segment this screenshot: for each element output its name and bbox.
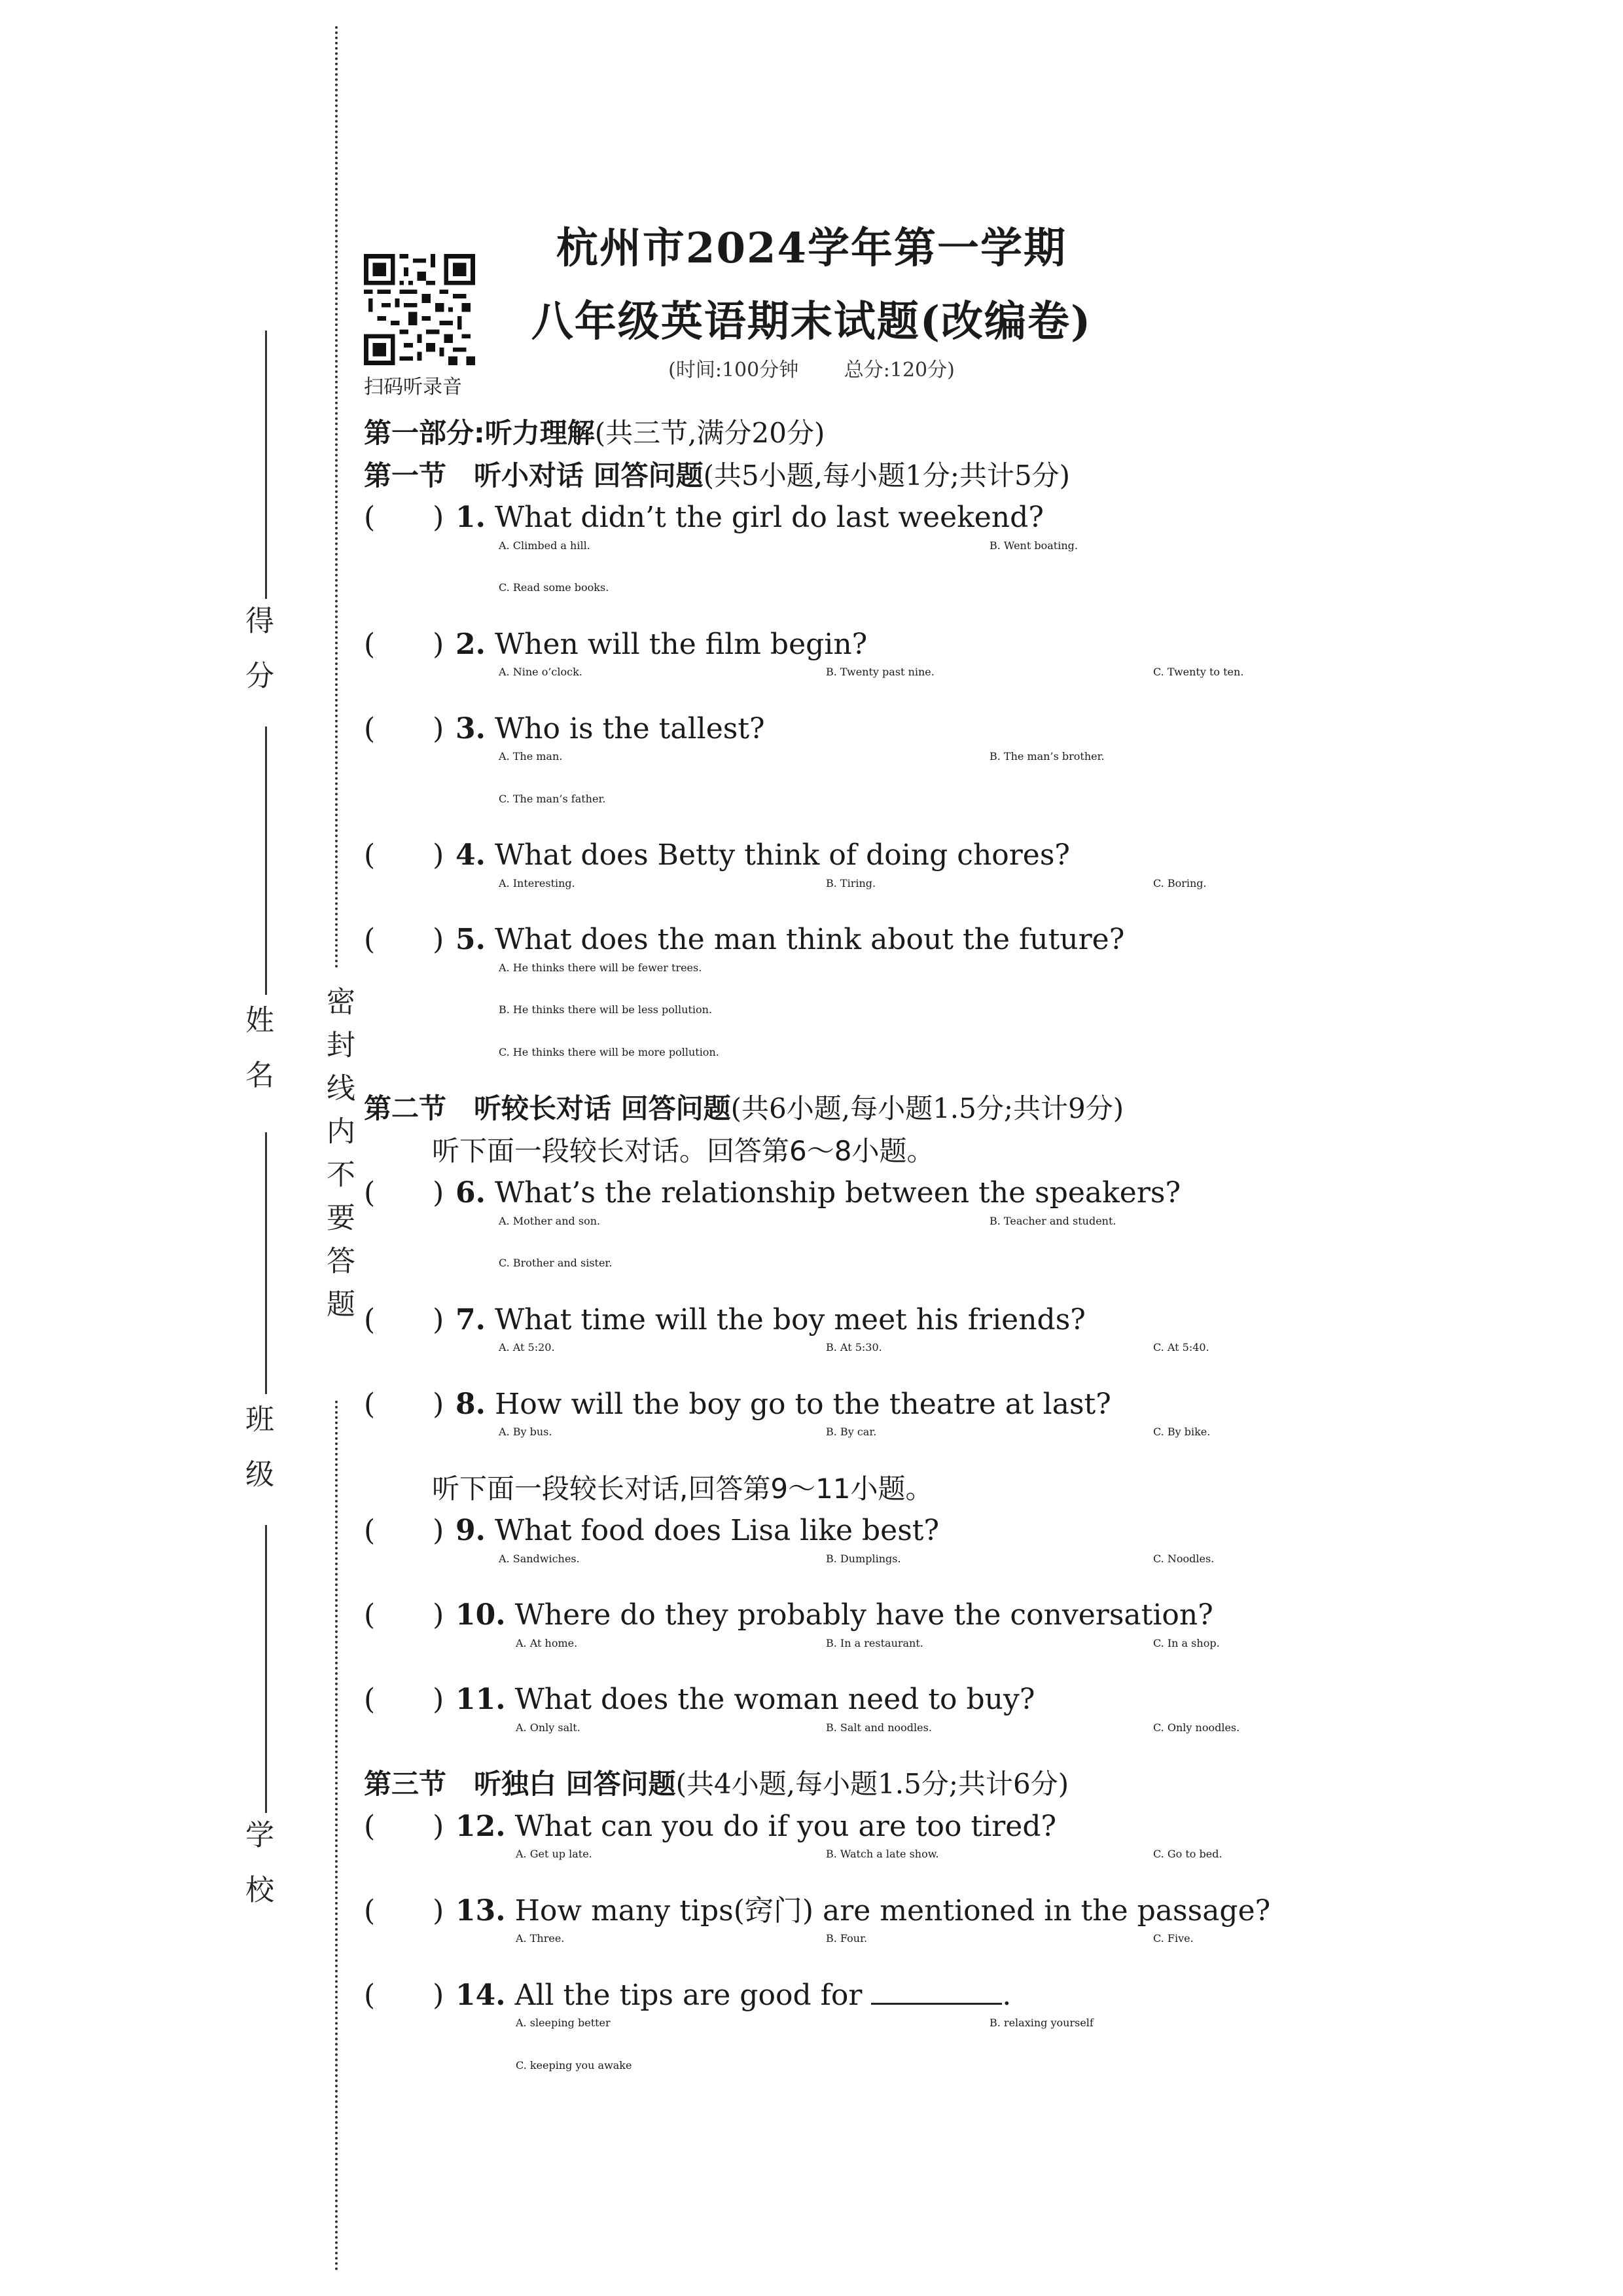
option-c[interactable]: C. Only noodles.: [1153, 1721, 1240, 1734]
option-a[interactable]: A. He thinks there will be fewer trees.: [499, 961, 702, 974]
option-b[interactable]: B. The man’s brother.: [990, 750, 1105, 762]
option-b[interactable]: B. At 5:30.: [826, 1341, 882, 1354]
option-a[interactable]: A. Nine o’clock.: [499, 666, 582, 678]
answer-blank[interactable]: ( ): [364, 1893, 444, 1928]
question-number: 5.: [455, 923, 486, 956]
question-end-punct: .: [1002, 1978, 1012, 2012]
question-7: [364, 1299, 1411, 1342]
question-number: 13.: [455, 1893, 506, 1928]
option-c[interactable]: C. Boring.: [1153, 876, 1207, 889]
question-text: What food does Lisa like best?: [494, 1514, 940, 1547]
options-row: [364, 1637, 1411, 1679]
question-number: 11.: [455, 1683, 506, 1716]
exam-total-score: 总分:120分): [844, 359, 955, 382]
option-a[interactable]: A. Sandwiches.: [499, 1552, 580, 1565]
question-text: When will the film begin?: [494, 627, 868, 661]
section3-note: (共4小题,每小题1.5分;共计6分): [675, 1768, 1069, 1800]
option-b[interactable]: B. Salt and noodles.: [826, 1721, 932, 1734]
section2-note: (共6小题,每小题1.5分;共计9分): [730, 1092, 1124, 1124]
option-b[interactable]: B. Teacher and student.: [990, 1214, 1116, 1227]
qr-caption: 扫码听录音: [364, 376, 462, 399]
name-label: 姓名: [240, 1005, 274, 1115]
question-number: 3.: [455, 711, 486, 745]
option-c[interactable]: C. He thinks there will be more pollution.: [499, 1045, 719, 1058]
name-underline: [265, 726, 267, 995]
option-a[interactable]: A. By bus.: [499, 1426, 552, 1438]
question-text: All the tips are good for: [514, 1978, 863, 2012]
options-row: [364, 1932, 1411, 1975]
option-a[interactable]: A. At 5:20.: [499, 1341, 555, 1354]
option-b[interactable]: B. Tiring.: [826, 876, 876, 889]
options-row: [364, 750, 1411, 793]
option-a[interactable]: A. Only salt.: [516, 1721, 580, 1734]
options-row: [364, 1552, 1411, 1595]
answer-blank[interactable]: ( ): [364, 627, 444, 661]
question-12: [364, 1806, 1411, 1848]
answer-blank[interactable]: ( ): [364, 1683, 444, 1716]
question-14: [364, 1975, 1411, 2017]
question-text: What’s the relationship between the speakers?: [494, 1176, 1181, 1210]
option-b[interactable]: B. In a restaurant.: [826, 1636, 923, 1649]
answer-blank[interactable]: ( ): [364, 1598, 444, 1632]
option-b[interactable]: B. Watch a late show.: [826, 1848, 939, 1860]
exam-title-line2: 八年级英语期末试题(改编卷): [531, 297, 1092, 346]
part1-heading: [364, 412, 1411, 455]
answer-blank[interactable]: ( ): [364, 1387, 444, 1421]
options-row: [364, 1003, 1411, 1046]
options-row: [364, 539, 1411, 582]
question-number: 6.: [455, 1176, 486, 1210]
school-underline: [265, 1525, 267, 1813]
listening-section: [364, 412, 1411, 2101]
section2-instruction-2: 听下面一段较长对话,回答第9～11小题。: [432, 1472, 933, 1505]
option-c[interactable]: C. By bike.: [1153, 1426, 1211, 1438]
option-c[interactable]: C. Go to bed.: [1153, 1848, 1222, 1860]
answer-blank[interactable]: ( ): [364, 1302, 444, 1336]
option-b[interactable]: B. relaxing yourself: [990, 2017, 1094, 2029]
question-number: 12.: [455, 1809, 506, 1843]
option-c[interactable]: C. keeping you awake: [516, 2058, 632, 2072]
part1-note: (共三节,满分20分): [594, 417, 825, 449]
answer-blank[interactable]: ( ): [364, 1809, 444, 1843]
section3-title: 第三节 听独白 回答问题: [364, 1768, 676, 1800]
options-row: [364, 1848, 1411, 1890]
option-c[interactable]: C. Five.: [1153, 1932, 1194, 1945]
options-row: [364, 1341, 1411, 1384]
answer-blank[interactable]: ( ): [364, 1176, 444, 1210]
question-9: [364, 1510, 1411, 1552]
option-a[interactable]: A. Three.: [516, 1932, 565, 1945]
question-number: 2.: [455, 627, 486, 661]
exam-time: (时间:100分钟: [668, 359, 799, 382]
question-text: What does Betty think of doing chores?: [494, 838, 1071, 872]
exam-title-line1: 杭州市2024学年第一学期: [556, 224, 1067, 273]
question-text: How many tips(窍门) are mentioned in the passage?: [514, 1893, 1271, 1928]
option-c[interactable]: C. Read some books.: [499, 581, 609, 594]
option-b[interactable]: B. He thinks there will be less pollution.: [499, 1003, 712, 1016]
option-c[interactable]: C. At 5:40.: [1153, 1341, 1209, 1354]
question-number: 7.: [455, 1302, 486, 1336]
option-a[interactable]: A. Interesting.: [499, 876, 575, 889]
exam-meta: [0, 353, 1623, 382]
answer-blank[interactable]: ( ): [364, 501, 444, 534]
question-3: [364, 708, 1411, 751]
options-row: [364, 1046, 1411, 1088]
question-4: [364, 834, 1411, 877]
section1-heading: [364, 455, 1411, 497]
option-c[interactable]: C. Noodles.: [1153, 1552, 1215, 1565]
option-b[interactable]: B. Four.: [826, 1932, 868, 1945]
option-a[interactable]: A. Mother and son.: [499, 1214, 601, 1227]
answer-blank[interactable]: ( ): [364, 711, 444, 745]
options-row: [364, 793, 1411, 835]
question-number: 8.: [455, 1387, 486, 1421]
question-13: [364, 1890, 1411, 1933]
question-11: [364, 1679, 1411, 1721]
section3-heading: [364, 1763, 1411, 1806]
seal-notice: 密封线内不要答题: [317, 978, 359, 1340]
question-text: What does the man think about the future?: [494, 923, 1125, 956]
score-label: 得分: [240, 605, 274, 715]
options-row: [364, 2059, 1411, 2102]
question-text: What time will the boy meet his friends?: [494, 1302, 1086, 1336]
answer-blank[interactable]: ( ): [364, 838, 444, 872]
seal-dotted-line-bottom: [335, 1401, 338, 2271]
option-b[interactable]: B. Went boating.: [990, 539, 1078, 552]
options-row: [364, 666, 1411, 708]
option-c[interactable]: C. In a shop.: [1153, 1636, 1220, 1649]
class-underline: [265, 1132, 267, 1394]
option-a[interactable]: A. Climbed a hill.: [499, 539, 590, 552]
option-a[interactable]: A. sleeping better: [516, 2017, 611, 2029]
section2-instruction-1: 听下面一段较长对话。回答第6～8小题。: [432, 1134, 935, 1167]
question-text: Who is the tallest?: [494, 711, 765, 745]
class-label: 班级: [240, 1404, 274, 1514]
answer-blank[interactable]: ( ): [364, 923, 444, 956]
question-8: [364, 1384, 1411, 1426]
options-row: [364, 961, 1411, 1004]
option-b[interactable]: B. By car.: [826, 1426, 877, 1438]
question-text: How will the boy go to the theatre at last?: [494, 1387, 1111, 1421]
option-b[interactable]: B. Dumplings.: [826, 1552, 901, 1565]
question-number: 9.: [455, 1514, 486, 1547]
school-label: 学校: [240, 1820, 274, 1929]
options-row: [364, 1426, 1411, 1468]
answer-blank[interactable]: ( ): [364, 1514, 444, 1547]
question-number: 14.: [455, 1978, 506, 2012]
answer-blank[interactable]: ( ): [364, 1978, 444, 2012]
options-row: [364, 1215, 1411, 1257]
question-2: [364, 624, 1411, 666]
question-1: [364, 497, 1411, 539]
options-row: [364, 1721, 1411, 1764]
section1-note: (共5小题,每小题1分;共计5分): [703, 459, 1071, 492]
question-5: [364, 919, 1411, 961]
options-row: [364, 581, 1411, 624]
question-6: [364, 1172, 1411, 1215]
question-10: [364, 1594, 1411, 1637]
question-number: 10.: [455, 1598, 506, 1632]
part1-title: 第一部分:听力理解: [364, 417, 595, 449]
seal-dotted-line-top: [335, 26, 338, 969]
options-row: [364, 877, 1411, 920]
option-a[interactable]: A. Get up late.: [516, 1848, 592, 1860]
question-number: 4.: [455, 838, 486, 872]
options-row: [364, 1257, 1411, 1299]
options-row: [364, 2017, 1411, 2059]
question-text: Where do they probably have the conversation?: [514, 1598, 1213, 1632]
option-c[interactable]: C. The man’s father.: [499, 792, 606, 805]
option-a[interactable]: A. At home.: [516, 1636, 578, 1649]
fill-in-blank[interactable]: [871, 1979, 1002, 2005]
option-c[interactable]: C. Brother and sister.: [499, 1257, 613, 1269]
question-text: What does the woman need to buy?: [514, 1683, 1035, 1716]
section2-heading: [364, 1088, 1411, 1130]
section1-title: 第一节 听小对话 回答问题: [364, 459, 704, 492]
option-c[interactable]: C. Twenty to ten.: [1153, 666, 1244, 678]
question-text: What can you do if you are too tired?: [514, 1809, 1057, 1843]
question-number: 1.: [455, 501, 486, 534]
option-a[interactable]: A. The man.: [499, 750, 563, 762]
option-b[interactable]: B. Twenty past nine.: [826, 666, 935, 678]
section2-title: 第二节 听较长对话 回答问题: [364, 1092, 731, 1124]
question-text: What didn’t the girl do last weekend?: [494, 501, 1044, 534]
